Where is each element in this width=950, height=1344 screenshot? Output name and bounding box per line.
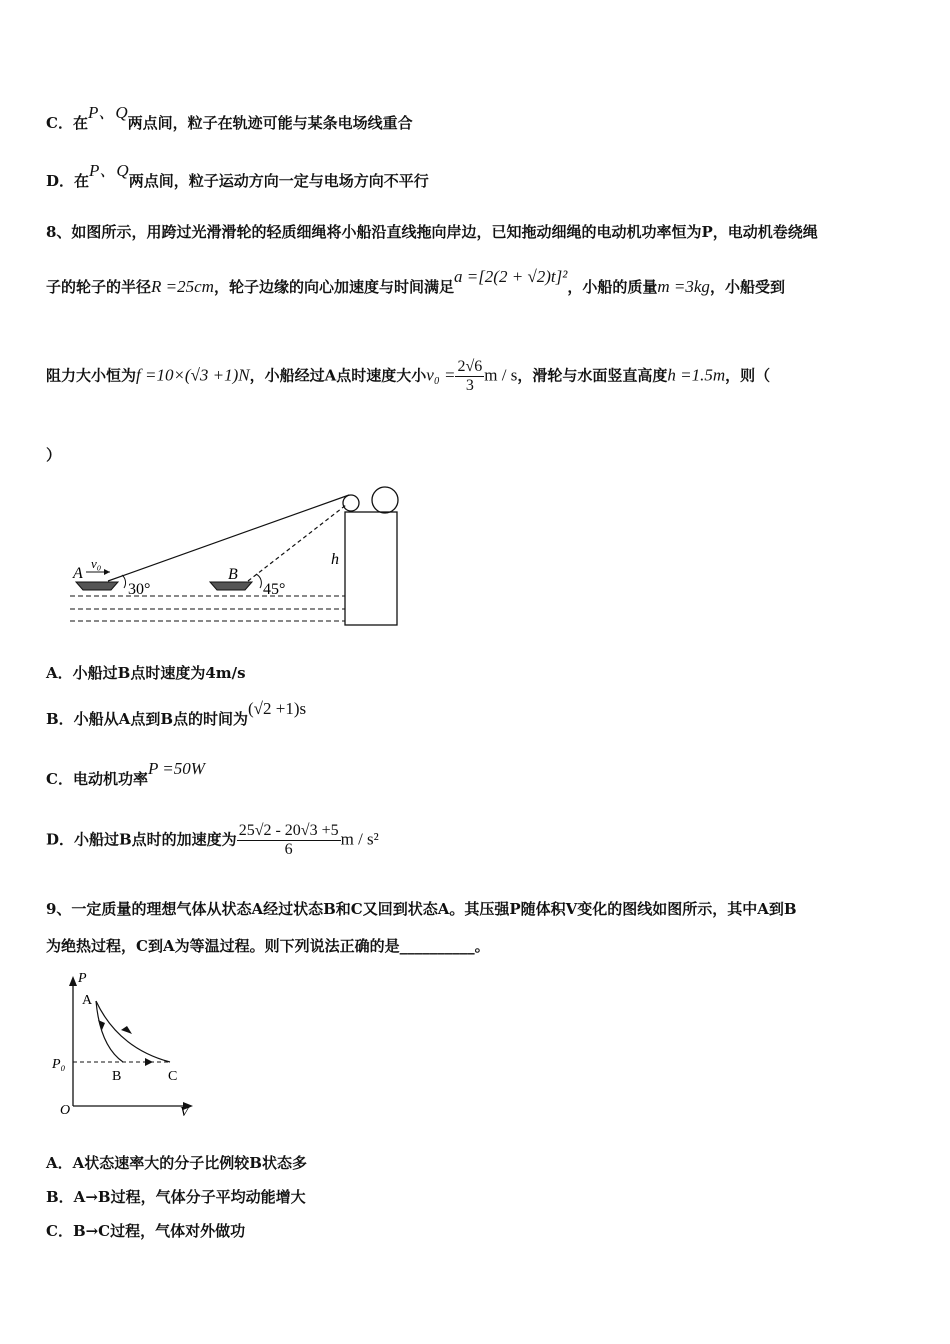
accel-fraction: $\frac{25√2 - 20√3 +5}{6}$	[238, 822, 339, 858]
state-c: C	[168, 1069, 178, 1084]
v0-fraction: $\frac{2√6}{3}$	[457, 358, 483, 394]
v0-lhs: v₀ =	[426, 365, 456, 385]
origin-o: O	[60, 1103, 71, 1118]
label-v0: v₀	[91, 556, 102, 571]
q8-option-c: C．电动机功率P =50W	[46, 759, 205, 788]
mass-formula: m =3kg	[657, 277, 710, 296]
q8-stem-line3: 阻力大小恒为f =10×(√3 +1)N，小船经过A点时速度大小v₀ = $\frac{2√6}{3}$ m / s，滑轮与水面竖直高度h =1.5m，则（	[46, 358, 771, 394]
label-b: B	[228, 566, 238, 583]
label-h: h	[331, 551, 339, 568]
q9-option-a: A．A状态速率大的分子比例较B状态多	[46, 1154, 307, 1172]
label-p0: P₀	[52, 1057, 66, 1072]
boat-pulley-figure	[60, 478, 405, 628]
angle-30: 30°	[128, 581, 151, 598]
q9-stem-line1: 9、一定质量的理想气体从状态A经过状态B和C又回到状态A。其压强P随体积V变化的图线如图所示，其中A到B	[46, 900, 797, 918]
points-pq: P、Q	[87, 103, 128, 122]
power-value: P =50W	[147, 759, 205, 778]
q8-option-b: B．小船从A点到B点的时间为(√2 +1)s	[46, 699, 307, 728]
radius-formula: R =25cm	[151, 277, 214, 296]
q8-stem-line2: 子的轮子的半径R =25cm，轮子边缘的向心加速度与时间满足a =[2(2 + √2)t]²，小船的质量m =3kg，小船受到	[46, 267, 785, 296]
height-formula: h =1.5m	[667, 365, 726, 385]
q8-option-a: A．小船过B点时速度为4m/s	[46, 664, 246, 682]
accel-unit: m / s²	[340, 829, 379, 849]
state-a: A	[82, 993, 93, 1008]
angle-45: 45°	[263, 581, 286, 598]
q8-stem-line4: ）	[46, 446, 62, 464]
q9-option-c: C．B→C过程，气体对外做功	[46, 1222, 246, 1240]
pv-diagram	[48, 968, 198, 1118]
acceleration-formula: a =[2(2 + √2)t]²	[453, 267, 568, 286]
q9-option-b: B．A→B过程，气体分子平均动能增大	[46, 1188, 306, 1206]
q7-option-d: D．在P、Q两点间，粒子运动方向一定与电场方向不平行	[46, 161, 429, 190]
points-pq: P、Q	[89, 161, 129, 180]
state-b: B	[112, 1069, 122, 1084]
q8-stem-line1: 8、如图所示，用跨过光滑滑轮的轻质细绳将小船沿直线拖向岸边，已知拖动细绳的电动机功率恒为P，电动机卷绕绳	[46, 223, 818, 241]
v0-unit: m / s	[484, 365, 518, 385]
q9-stem-line2: 为绝热过程，C到A为等温过程。则下列说法正确的是__________。	[46, 937, 490, 955]
q7-option-c: C．在P、Q两点间，粒子在轨迹可能与某条电场线重合	[46, 103, 413, 132]
label-a: A	[73, 565, 83, 582]
drag-formula: f =10×(√3 +1)N	[136, 365, 250, 385]
axis-p: P	[78, 971, 87, 986]
time-value: (√2 +1)s	[248, 699, 307, 718]
q8-option-d: D．小船过B点时的加速度为 $\frac{25√2 - 20√3 +5}{6}$ m / s²	[46, 822, 379, 858]
axis-v: V	[180, 1105, 189, 1118]
